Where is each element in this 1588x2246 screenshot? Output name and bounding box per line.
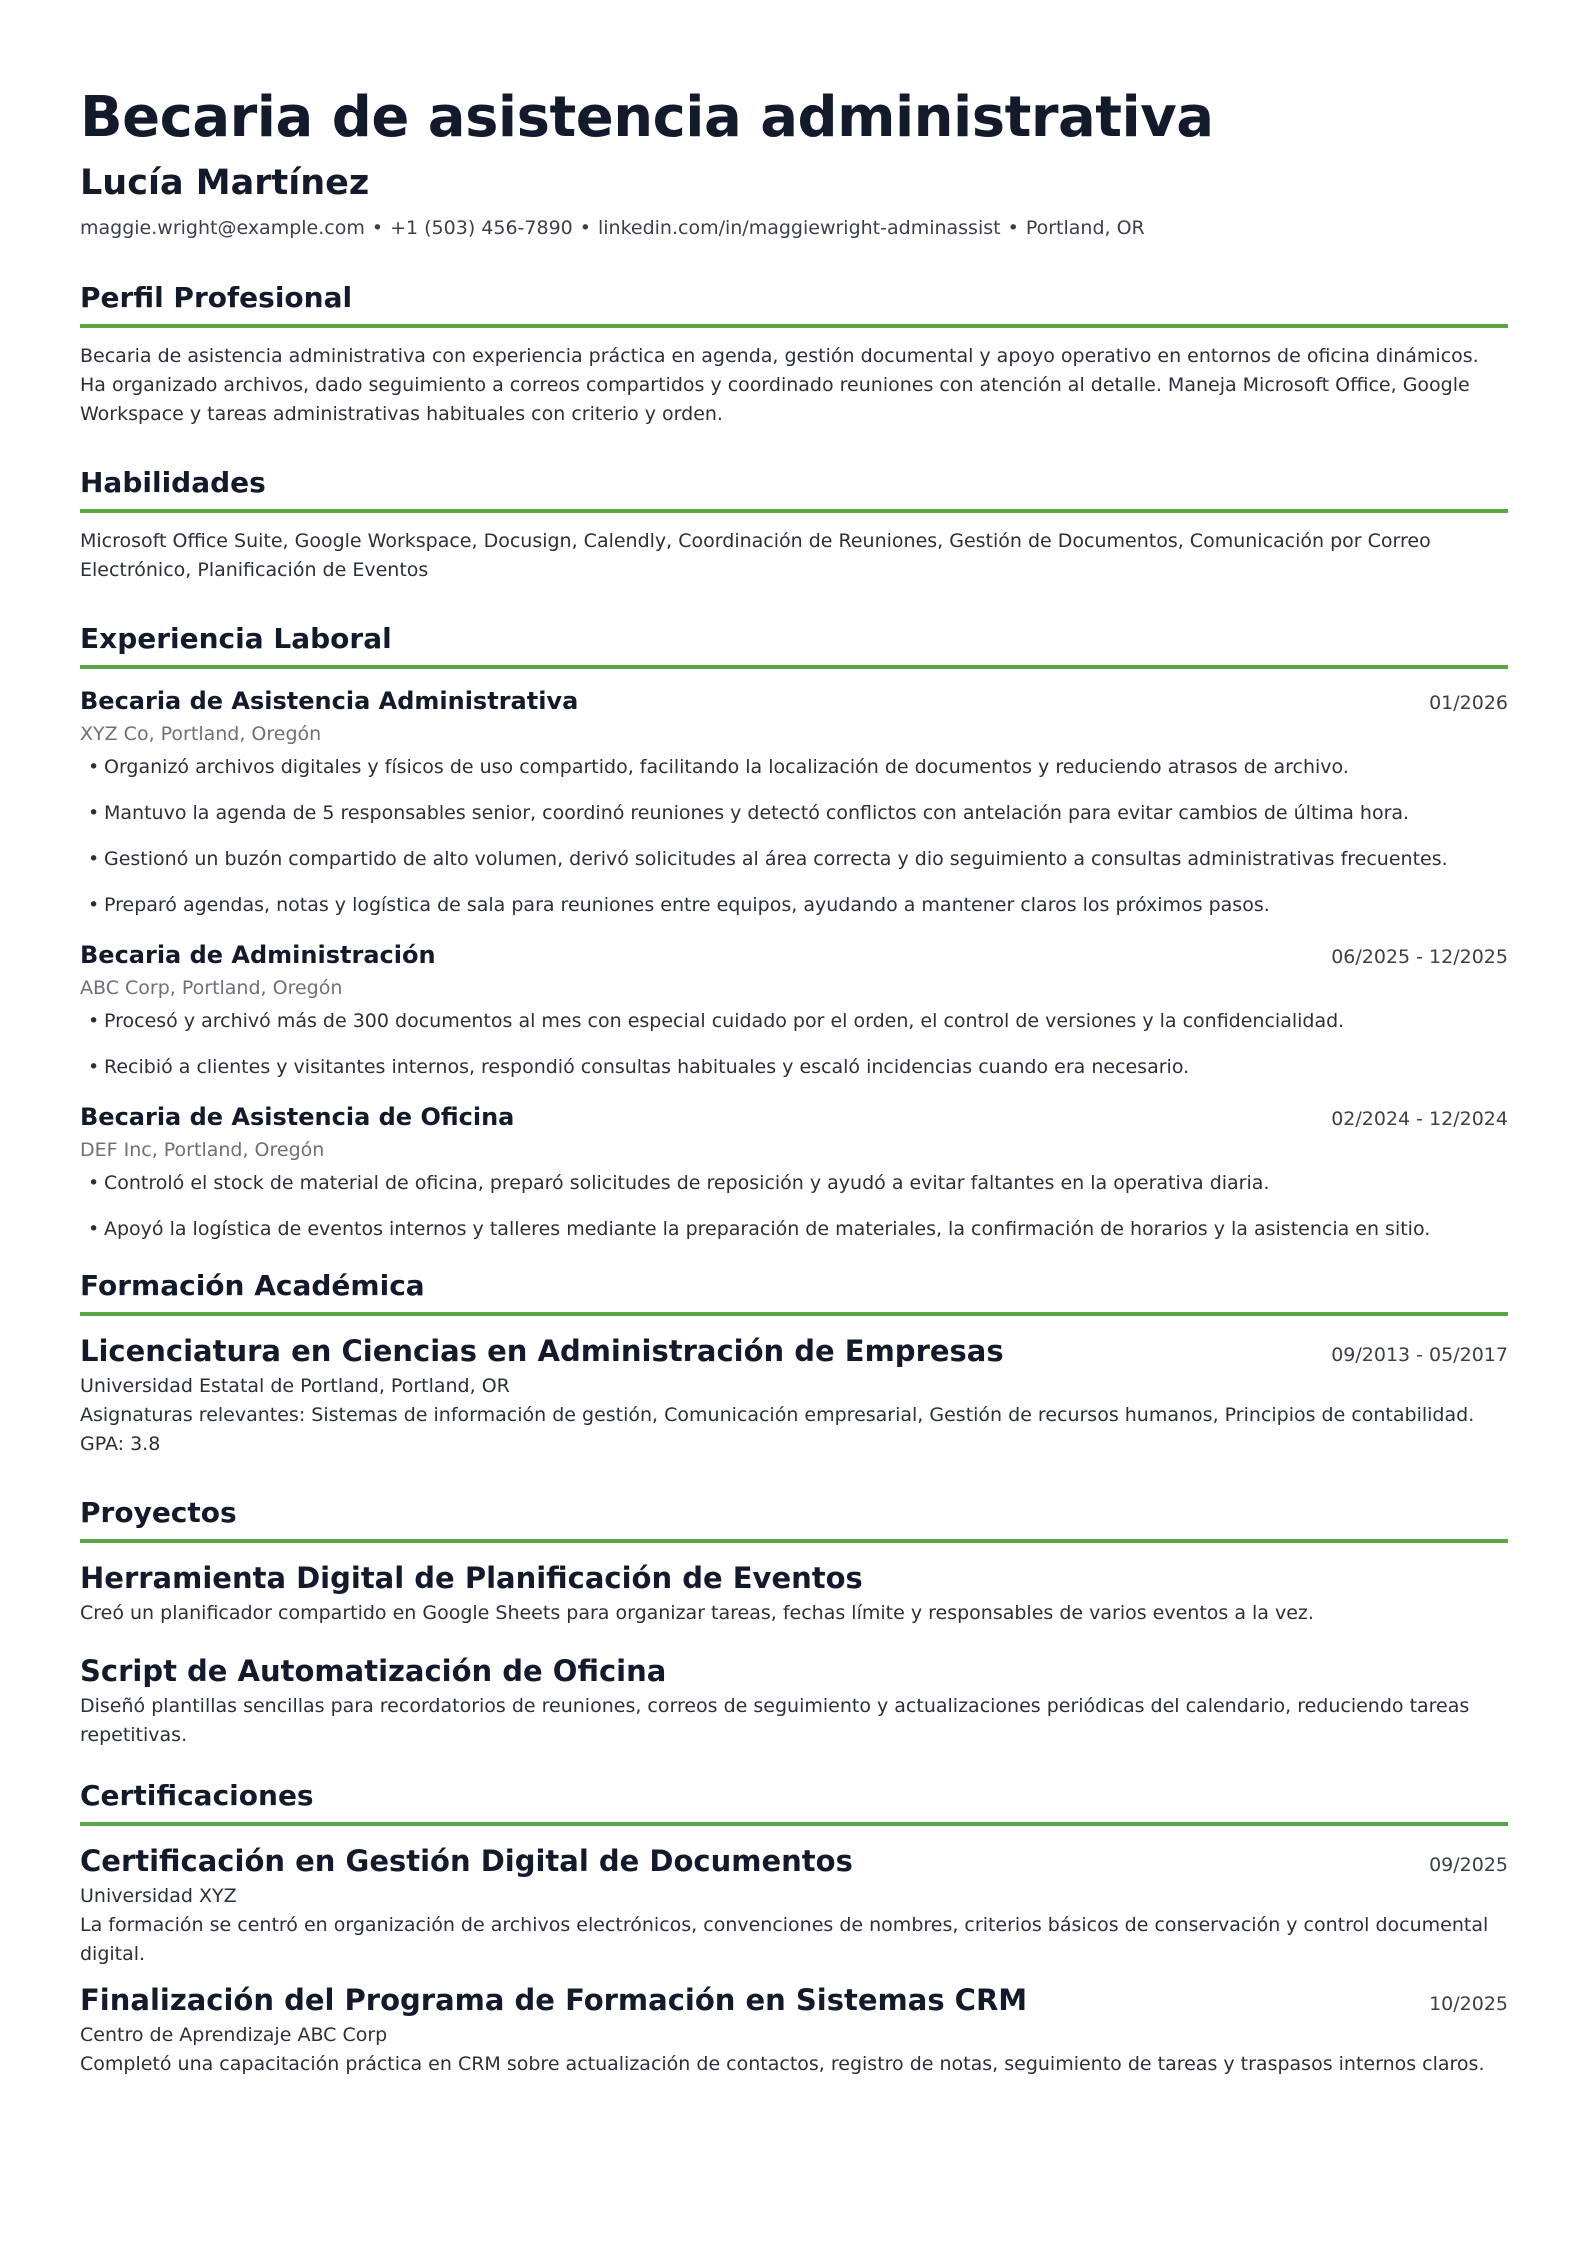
certification-issuer: Universidad XYZ	[80, 1885, 237, 1907]
certification-title: Certificación en Gestión Digital de Documentos	[80, 1844, 853, 1878]
experience-section	[80, 619, 1508, 1244]
job-company: ABC Corp, Portland, Oregón	[80, 977, 343, 999]
education-details: Asignaturas relevantes: Sistemas de información de gestión, Comunicación empresarial, Gestión de recursos humanos, Principios de contabilidad. GPA: 3.8	[80, 1404, 1475, 1455]
certification-issuer: Centro de Aprendizaje ABC Corp	[80, 2024, 388, 2046]
bullet-marker: •	[88, 756, 100, 778]
contact-phone[interactable]: +1 (503) 456-7890	[390, 217, 573, 239]
section-heading-certifications: Certificaciones	[80, 1779, 314, 1812]
section-heading-skills: Habilidades	[80, 466, 266, 499]
section-heading-profile: Perfil Profesional	[80, 281, 353, 314]
job-bullet	[80, 845, 1508, 874]
project-title: Herramienta Digital de Planificación de Eventos	[80, 1561, 863, 1595]
section-divider	[80, 1312, 1508, 1316]
bullet-marker: •	[88, 894, 100, 916]
bullet-text: Mantuvo la agenda de 5 responsables senior, coordinó reuniones y detectó conflictos con antelación para evitar cambios de última hora.	[104, 802, 1410, 824]
job-title: Becaria de Asistencia de Oficina	[80, 1103, 515, 1131]
bullet-text: Preparó agendas, notas y logística de sala para reuniones entre equipos, ayudando a mantener claros los próximos pasos.	[104, 894, 1270, 916]
certification-entry	[80, 1979, 1508, 2079]
section-divider	[80, 1539, 1508, 1543]
education-section	[80, 1266, 1508, 1459]
candidate-name: Lucía Martínez	[80, 163, 370, 203]
bullet-marker: •	[88, 1172, 100, 1194]
bullet-text: Organizó archivos digitales y físicos de uso compartido, facilitando la localización de documentos y reduciendo atrasos de archivo.	[104, 756, 1349, 778]
bullet-text: Controló el stock de material de oficina, preparó solicitudes de reposición y ayudó a evitar faltantes en la operativa diaria.	[104, 1172, 1270, 1194]
contact-separator: •	[579, 217, 591, 239]
job-date: 02/2024 - 12/2024	[1331, 1108, 1508, 1130]
job-date: 01/2026	[1429, 692, 1508, 714]
section-divider	[80, 665, 1508, 669]
school-name: Universidad Estatal de Portland, Portland, OR	[80, 1375, 510, 1397]
job-bullet	[80, 1215, 1508, 1244]
bullet-marker: •	[88, 802, 100, 824]
skills-section	[80, 463, 1508, 585]
bullet-marker: •	[88, 1010, 100, 1032]
job-bullet	[80, 799, 1508, 828]
skills-text: Microsoft Office Suite, Google Workspace, Docusign, Calendly, Coordinación de Reuniones, Gestión de Documentos, Comunicación por Correo Electrónico, Planificación de Eventos	[80, 530, 1431, 581]
section-divider	[80, 1822, 1508, 1826]
projects-section	[80, 1493, 1508, 1750]
job-bullet	[80, 753, 1508, 782]
job-entry	[80, 683, 1508, 920]
project-entry	[80, 1650, 1508, 1750]
certifications-section	[80, 1776, 1508, 2079]
job-title: Becaria de Asistencia Administrativa	[80, 687, 579, 715]
contact-location: Portland, OR	[1025, 217, 1145, 239]
bullet-text: Procesó y archivó más de 300 documentos al mes con especial cuidado por el orden, el control de versiones y la confidencialidad.	[104, 1010, 1345, 1032]
contact-email[interactable]: maggie.wright@example.com	[80, 217, 365, 239]
project-description: Creó un planificador compartido en Google Sheets para organizar tareas, fechas límite y responsables de varios eventos a la vez.	[80, 1602, 1314, 1624]
job-bullets	[80, 1007, 1508, 1082]
contact-separator: •	[371, 217, 384, 239]
job-company: XYZ Co, Portland, Oregón	[80, 723, 322, 745]
section-divider	[80, 509, 1508, 513]
section-heading-education: Formación Académica	[80, 1269, 425, 1302]
job-date: 06/2025 - 12/2025	[1331, 946, 1508, 968]
certification-date: 09/2025	[1429, 1854, 1508, 1876]
section-heading-projects: Proyectos	[80, 1496, 237, 1529]
bullet-marker: •	[88, 848, 100, 870]
bullet-marker: •	[88, 1056, 100, 1078]
certification-date: 10/2025	[1429, 1993, 1508, 2015]
profile-section	[80, 278, 1508, 429]
job-entry	[80, 1099, 1508, 1244]
section-heading-experience: Experiencia Laboral	[80, 622, 392, 655]
job-title: Becaria de Administración	[80, 941, 436, 969]
job-entry	[80, 937, 1508, 1082]
contact-linkedin[interactable]: linkedin.com/in/maggiewright-adminassist	[597, 217, 1001, 239]
project-entry	[80, 1557, 1508, 1628]
contact-separator: •	[1007, 217, 1019, 239]
job-bullets	[80, 1169, 1508, 1244]
certification-entry	[80, 1840, 1508, 1969]
job-bullet	[80, 1169, 1508, 1198]
certification-title: Finalización del Programa de Formación en Sistemas CRM	[80, 1983, 1028, 2017]
job-bullet	[80, 891, 1508, 920]
section-divider	[80, 324, 1508, 328]
job-bullet	[80, 1053, 1508, 1082]
job-bullets	[80, 753, 1508, 920]
bullet-marker: •	[88, 1218, 100, 1240]
certification-description: La formación se centró en organización de archivos electrónicos, convenciones de nombres, criterios básicos de conservación y control documental digital.	[80, 1914, 1489, 1965]
education-date: 09/2013 - 05/2017	[1331, 1344, 1508, 1366]
bullet-text: Apoyó la logística de eventos internos y talleres mediante la preparación de materiales, la confirmación de horarios y la asistencia en sitio.	[104, 1218, 1431, 1240]
bullet-text: Recibió a clientes y visitantes internos, respondió consultas habituales y escaló incidencias cuando era necesario.	[104, 1056, 1190, 1078]
bullet-text: Gestionó un buzón compartido de alto volumen, derivó solicitudes al área correcta y dio seguimiento a consultas administrativas frecuentes.	[104, 848, 1448, 870]
project-description: Diseñó plantillas sencillas para recordatorios de reuniones, correos de seguimiento y actualizaciones periódicas del calendario, reduciendo tareas repetitivas.	[80, 1695, 1470, 1746]
profile-text: Becaria de asistencia administrativa con experiencia práctica en agenda, gestión documental y apoyo operativo en entornos de oficina dinámicos. Ha organizado archivos, dado seguimiento a correos compartidos y coordinado reuniones con atención al detalle. Maneja Microsoft Office, Google Workspace y tareas administrativas habituales con criterio y orden.	[80, 345, 1479, 425]
job-bullet	[80, 1007, 1508, 1036]
job-company: DEF Inc, Portland, Oregón	[80, 1139, 325, 1161]
contact-line	[80, 214, 1508, 242]
certification-description: Completó una capacitación práctica en CRM sobre actualización de contactos, registro de notas, seguimiento de tareas y traspasos internos claros.	[80, 2053, 1485, 2075]
degree-title: Licenciatura en Ciencias en Administración de Empresas	[80, 1334, 1004, 1368]
project-title: Script de Automatización de Oficina	[80, 1654, 667, 1688]
resume-title: Becaria de asistencia administrativa	[80, 85, 1214, 150]
